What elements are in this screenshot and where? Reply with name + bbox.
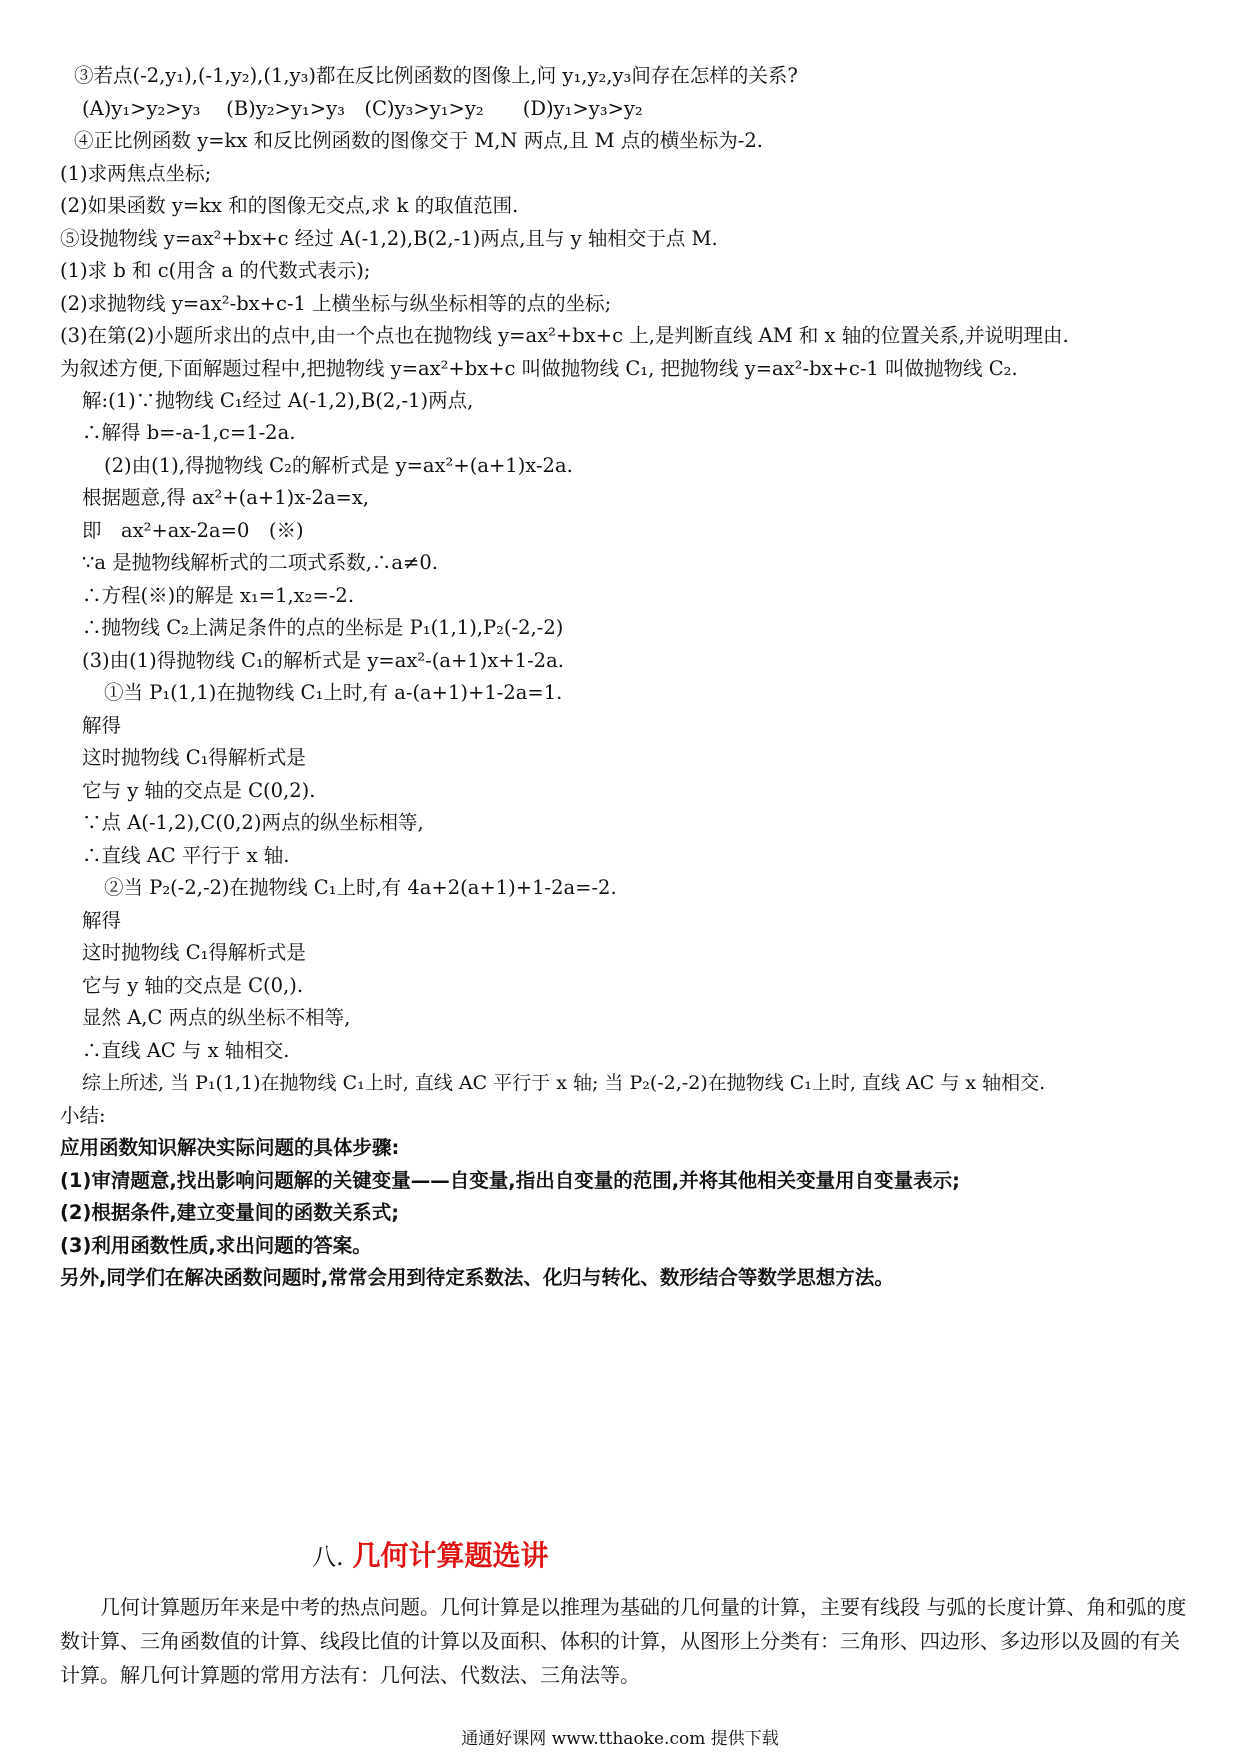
text-line: ③若点(-2,y₁),(-1,y₂),(1,y₃)都在反比例函数的图像上,问 y₁,y₂,y₃间存在怎样的关系? (74, 64, 798, 87)
text-line: 即 ax²+ax-2a=0 (※) (82, 519, 304, 542)
text-line: ④正比例函数 y=kx 和反比例函数的图像交于 M,N 两点,且 M 点的横坐标为-2. (74, 129, 763, 152)
section-paragraph: 几何计算题历年来是中考的热点问题。几何计算是以推理为基础的几何量的计算，主要有线段 与弧的长度计算、角和弧的度数计算、三角函数值的计算、线段比值的计算以及面积、体积的计算，从图形上分类有：三角形、四边形、多边形以及圆的有关计算。解几何计算题的常用方法有：几何法、代数法、三角法等。 (60, 1595, 1187, 1687)
text-line: ∴方程(※)的解是 x₁=1,x₂=-2. (82, 584, 355, 607)
summary-step: (1)审清题意,找出影响问题解的关键变量——自变量,指出自变量的范围,并将其他相关变量用自变量表示; (60, 1169, 960, 1192)
section-heading (312, 1538, 549, 1575)
text-line: (1)求 b 和 c(用含 a 的代数式表示); (60, 259, 371, 282)
text-line: (3)由(1)得抛物线 C₁的解析式是 y=ax²-(a+1)x+1-2a. (82, 649, 564, 672)
text-line: 这时抛物线 C₁得解析式是 (82, 941, 306, 964)
text-line: 这时抛物线 C₁得解析式是 (82, 746, 306, 769)
text-line: ∵点 A(-1,2),C(0,2)两点的纵坐标相等, (82, 811, 424, 834)
text-line: 它与 y 轴的交点是 C(0,). (82, 974, 304, 997)
text-line: (3)在第(2)小题所求出的点中,由一个点也在抛物线 y=ax²+bx+c 上,是判断直线 AM 和 x 轴的位置关系,并说明理由. (60, 324, 1069, 347)
section-title: 几何计算题选讲 (352, 1539, 549, 1572)
text-line: 它与 y 轴的交点是 C(0,2). (82, 779, 316, 802)
text-line: ①当 P₁(1,1)在抛物线 C₁上时,有 a-(a+1)+1-2a=1. (104, 681, 563, 704)
text-line: 根据题意,得 ax²+(a+1)x-2a=x, (82, 486, 370, 509)
summary-heading: 应用函数知识解决实际问题的具体步骤: (60, 1136, 400, 1159)
section-number: 八. (312, 1543, 344, 1571)
text-line: ∵a 是抛物线解析式的二项式系数,∴a≠0. (82, 551, 438, 574)
summary-step: (2)根据条件,建立变量间的函数关系式; (60, 1201, 400, 1224)
text-line: (2)由(1),得抛物线 C₂的解析式是 y=ax²+(a+1)x-2a. (104, 454, 573, 477)
summary-note: 另外,同学们在解决函数问题时,常常会用到待定系数法、化归与转化、数形结合等数学思想方法。 (60, 1266, 894, 1289)
text-line: 为叙述方便,下面解题过程中,把抛物线 y=ax²+bx+c 叫做抛物线 C₁, 把抛物线 y=ax²-bx+c-1 叫做抛物线 C₂. (60, 357, 1018, 380)
text-line: (A)y₁>y₂>y₃ (B)y₂>y₁>y₃ (C)y₃>y₁>y₂ (D)y₁>y₃>y₂ (82, 97, 643, 120)
text-line: 显然 A,C 两点的纵坐标不相等, (82, 1006, 351, 1029)
text-line: 解:(1)∵抛物线 C₁经过 A(-1,2),B(2,-1)两点, (82, 389, 474, 412)
text-line: 小结: (60, 1104, 106, 1127)
text-line: (2)如果函数 y=kx 和的图像无交点,求 k 的取值范围. (60, 194, 519, 217)
text-line: ∴直线 AC 平行于 x 轴. (82, 844, 290, 867)
text-line: ②当 P₂(-2,-2)在抛物线 C₁上时,有 4a+2(a+1)+1-2a=-2. (104, 876, 617, 899)
text-line: ∴抛物线 C₂上满足条件的点的坐标是 P₁(1,1),P₂(-2,-2) (82, 616, 564, 639)
text-line: ∴直线 AC 与 x 轴相交. (82, 1039, 290, 1062)
text-line: 解得 (82, 714, 122, 737)
summary-step: (3)利用函数性质,求出问题的答案。 (60, 1234, 372, 1257)
text-line: (1)求两焦点坐标; (60, 162, 212, 185)
page-footer: 通通好课网 www.tthaoke.com 提供下载 (461, 1729, 779, 1749)
text-line: ∴解得 b=-a-1,c=1-2a. (82, 421, 296, 444)
text-line: 综上所述, 当 P₁(1,1)在抛物线 C₁上时, 直线 AC 平行于 x 轴; 当 P₂(-2,-2)在抛物线 C₁上时, 直线 AC 与 x 轴相交. (82, 1072, 1046, 1094)
text-line: (2)求抛物线 y=ax²-bx+c-1 上横坐标与纵坐标相等的点的坐标; (60, 292, 612, 315)
text-line: ⑤设抛物线 y=ax²+bx+c 经过 A(-1,2),B(2,-1)两点,且与 y 轴相交于点 M. (60, 227, 718, 250)
text-line: 解得 (82, 909, 122, 932)
